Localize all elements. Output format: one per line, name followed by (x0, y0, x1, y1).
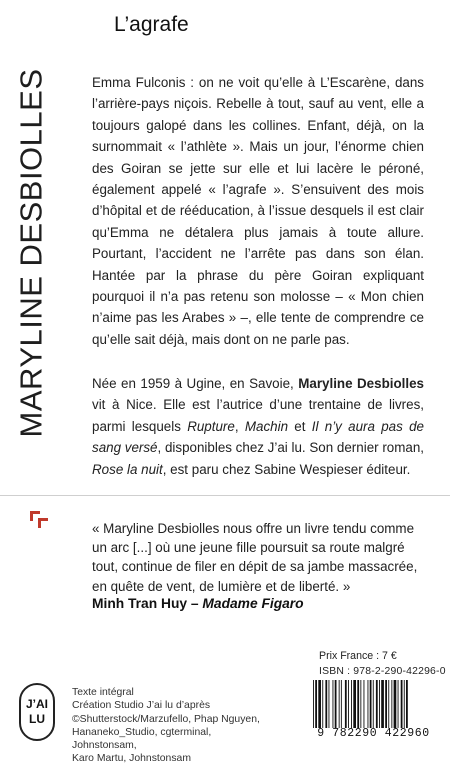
bio-separator: et (288, 418, 312, 434)
bio-book-title: Il n’y aura pas de sang versé (92, 418, 425, 456)
logo-line-1: J’AI (25, 697, 48, 711)
credit-line: ©Shutterstock/Marzufello, Phap Nguyen, (72, 713, 260, 725)
credit-line: Texte intégral (72, 687, 134, 698)
bio-text: vit à Nice. Elle est l’autrice d’une trentaine de livres, parmi lesquels (92, 397, 424, 434)
image-credits (72, 686, 277, 766)
bio-author-name: Maryline Desbiolles (298, 376, 424, 391)
press-quote: « Maryline Desbiolles nous offre un livre tendu comme un arc [...] où une jeune fille poursuit sa route malgré tout, continue de filer en dépit de sa jambe massacrée, en quête de vent, de lumière et de liberté. » (92, 521, 418, 594)
price-label: Prix France : 7 € (319, 650, 397, 662)
credit-line: Hananeko_Studio, cgterminal, Johnstonsam, (72, 726, 212, 752)
quote-source: Madame Figaro (202, 596, 304, 611)
vertical-author-name (8, 30, 54, 475)
credit-line: Création Studio J’ai lu d’après (72, 700, 211, 712)
credit-line: Karo Martu, Johnstonsam (72, 753, 191, 765)
book-title: L’agrafe (114, 13, 189, 36)
barcode-icon (309, 680, 438, 728)
quote-attribution (92, 596, 304, 611)
bio-ending: , est paru chez Sabine Wespieser éditeur. (162, 461, 411, 477)
barcode-number: 9 782290 422960 (317, 727, 430, 740)
quote-author: Minh Tran Huy (92, 596, 188, 611)
section-divider (0, 495, 450, 496)
quote-mark-icon (30, 511, 50, 531)
bio-text: , disponibles chez J’ai lu. Son dernier roman, (157, 440, 424, 456)
author-name-vertical: MARYLINE DESBIOLLES (13, 67, 49, 438)
bio-separator: , (234, 418, 245, 434)
bio-book-title: Machin (244, 418, 289, 434)
isbn-label: ISBN : 978-2-290-42296-0 (319, 666, 446, 677)
bio-book-title: Rose la nuit (92, 461, 163, 477)
publisher-logo (19, 683, 55, 741)
logo-line-2: LU (29, 712, 45, 726)
book-summary: Emma Fulconis : on ne voit qu’elle à L’Escarène, dans l’arrière-pays niçois. Rebelle à tout, sauf au vent, elle a toujours galopé dans les collines. Enfant, déjà, on la surnommait « l’athlète ». Mais un jour, l’énorme chien des Goiran se jette sur elle et lui lacère le péroné, également appelé « l’agrafe ». S’ensuivent des mois d’hôpital et de rééducation, à l’issue desquels il est clair qu’Emma ne détalera plus jamais à toute allure. Pourtant, l’accident ne l’arrête pas dans son élan. Hantée par la phrase du père Goiran expliquant pourquoi il n’a pas retenu son molosse – « Mon chien n’aime pas les Arabes » –, elle tente de comprendre ce qu’elle sait déjà, mais dont on ne parle pas. (92, 75, 424, 347)
bio-book-title: Rupture (187, 418, 235, 434)
bio-intro: Née en 1959 à Ugine, en Savoie, (92, 376, 299, 391)
author-bio (92, 373, 424, 480)
quote-dash: – (187, 596, 203, 611)
